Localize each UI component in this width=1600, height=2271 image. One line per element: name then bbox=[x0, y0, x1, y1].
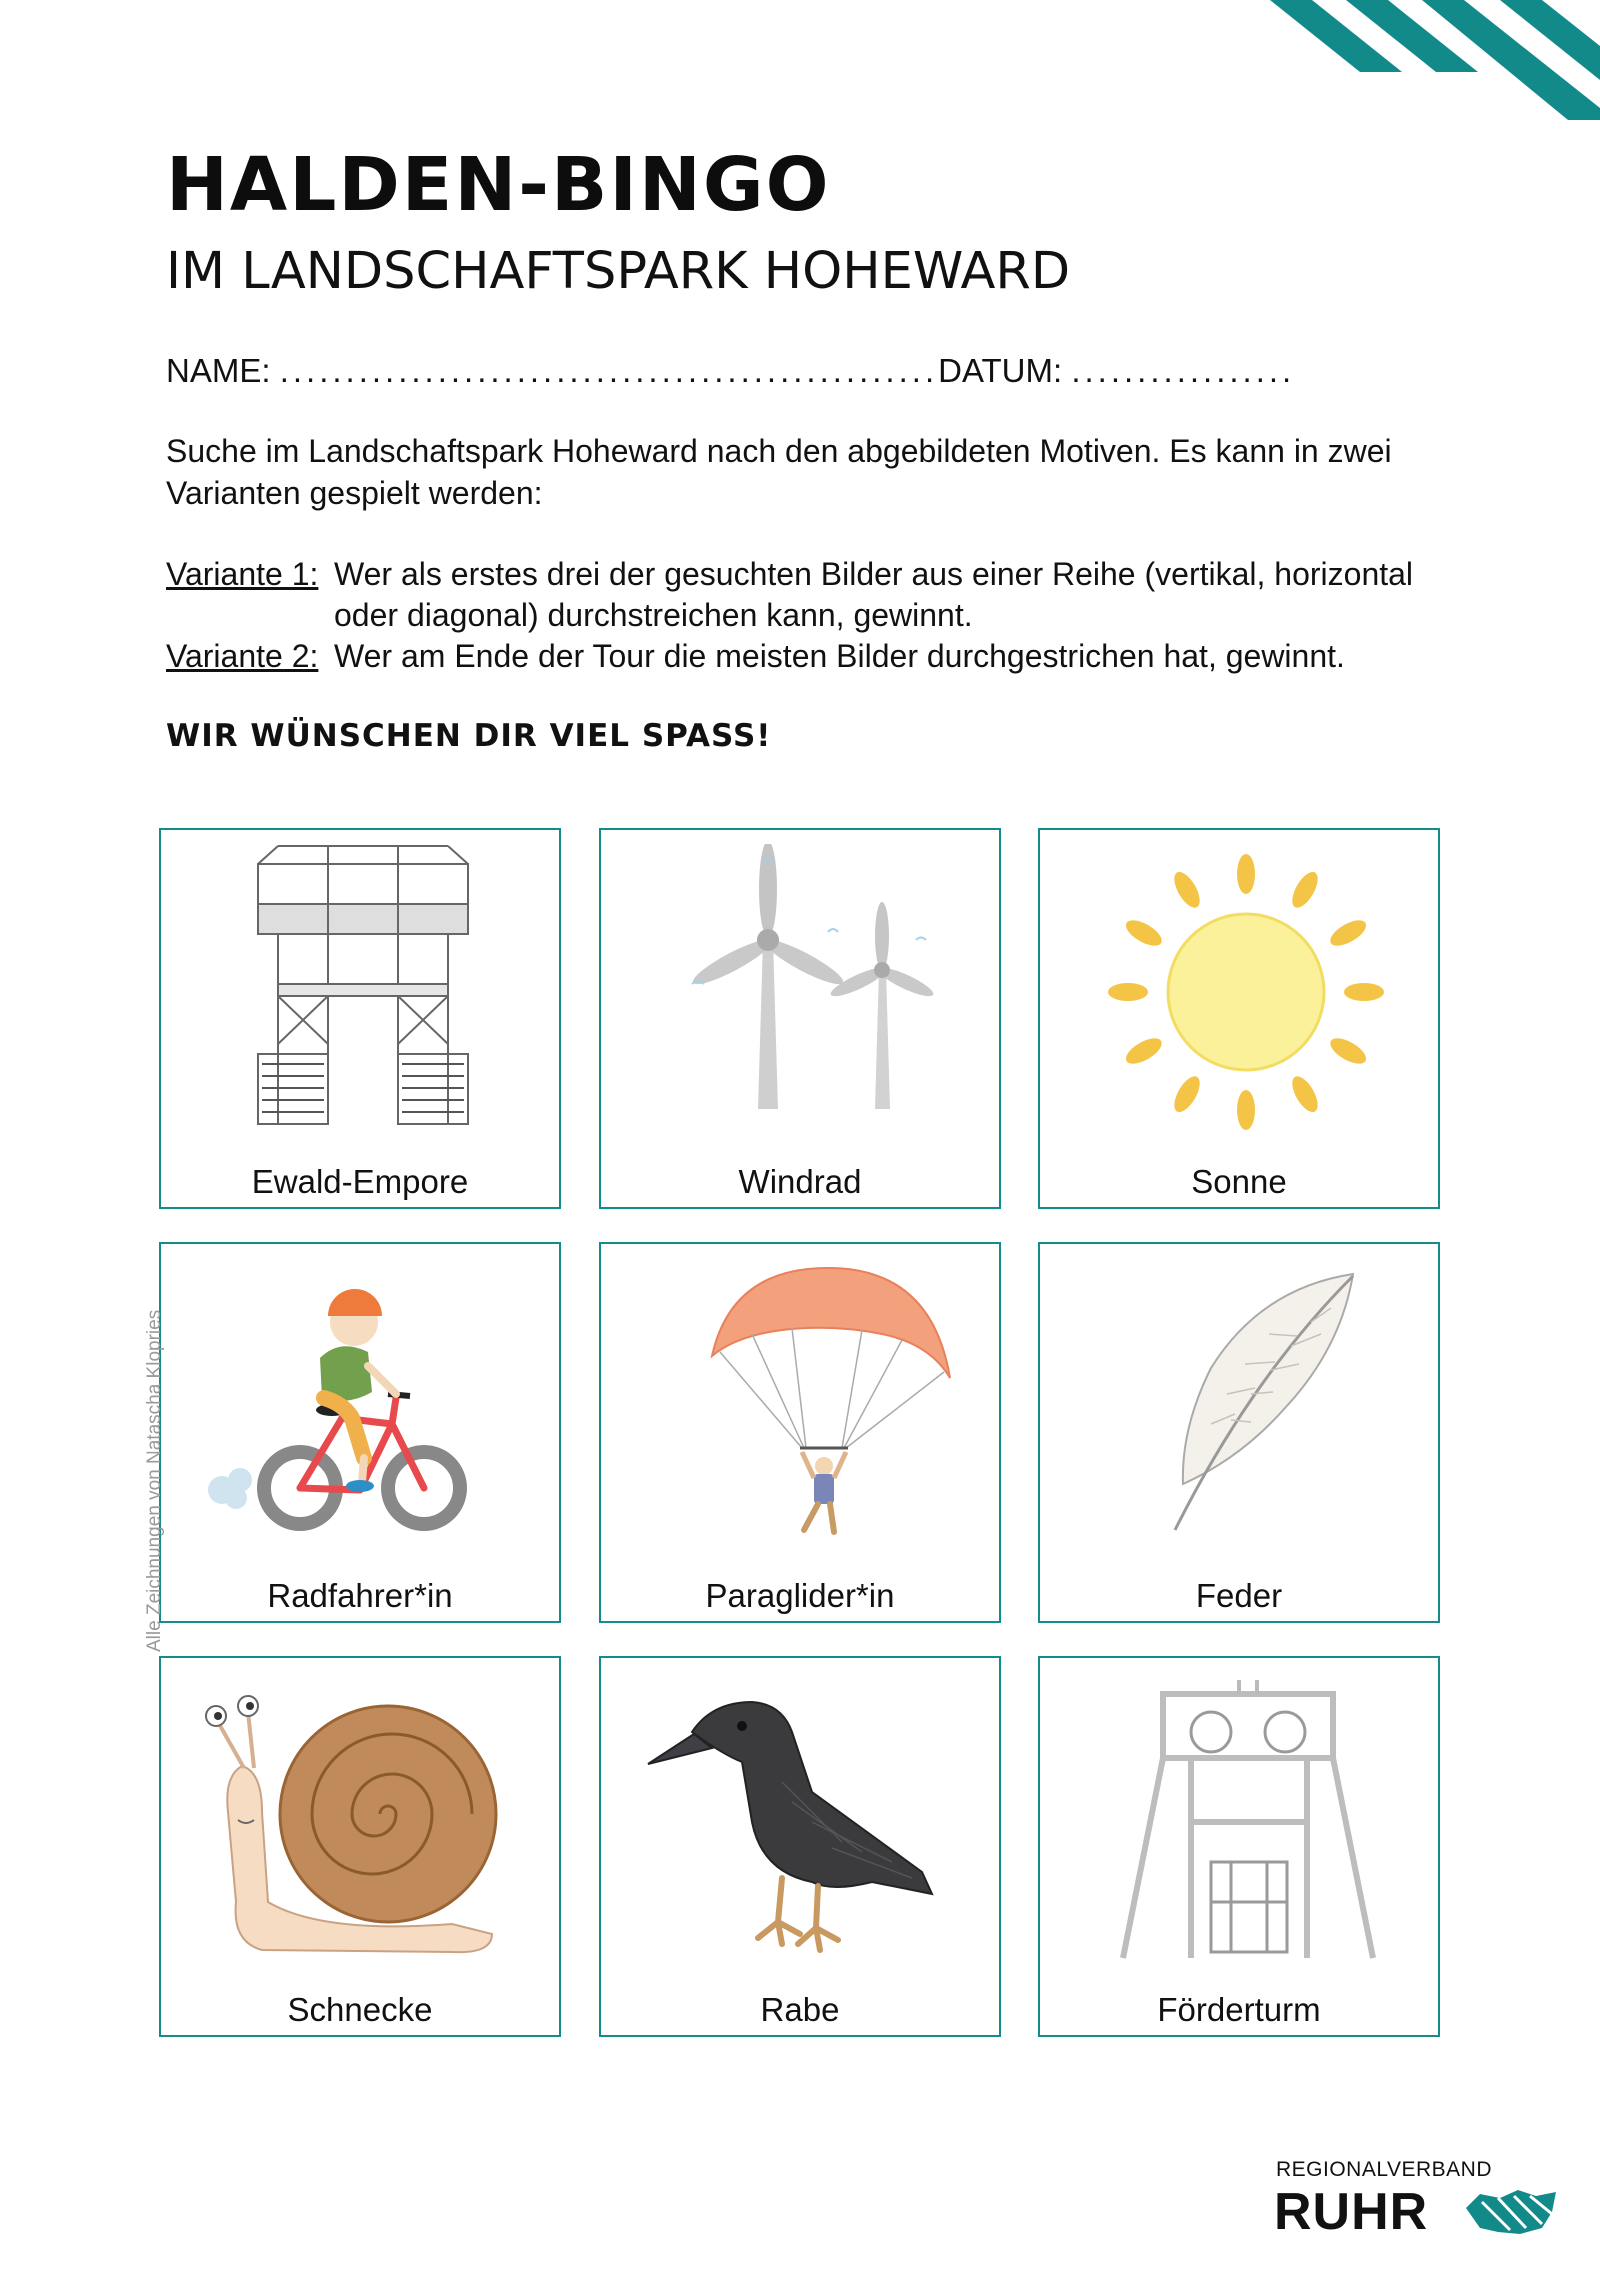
observation-platform-drawing-icon bbox=[192, 844, 532, 1139]
bingo-card-label: Förderturm bbox=[1157, 1991, 1321, 2028]
variant-1-text: Wer als erstes drei der gesuchten Bilder aus einer Reihe (vertikal, horizontal oder diagonal) durchstreichen kann, gewinnt. bbox=[334, 556, 1414, 633]
bingo-card-label: Radfahrer*in bbox=[267, 1577, 453, 1614]
rvr-logo[interactable] bbox=[1274, 2158, 1564, 2248]
corner-stripes-decoration bbox=[1270, 0, 1600, 120]
bingo-card-label: Schnecke bbox=[287, 1991, 433, 2028]
name-date-line bbox=[166, 352, 1436, 390]
raven-drawing-icon bbox=[632, 1672, 972, 1967]
wind-turbine-drawing-icon bbox=[632, 844, 972, 1139]
bingo-card-paraglider[interactable] bbox=[599, 1242, 1001, 1623]
name-field[interactable]: .................................................. bbox=[279, 352, 939, 389]
snail-drawing-icon bbox=[192, 1672, 532, 1967]
ruhr-region-logo-icon bbox=[1460, 2188, 1560, 2238]
bingo-card-radfahrer[interactable] bbox=[159, 1242, 561, 1623]
motto: WIR WÜNSCHEN DIR VIEL SPASS! bbox=[166, 718, 772, 754]
variants-list bbox=[166, 554, 1456, 677]
feather-drawing-icon bbox=[1071, 1258, 1411, 1553]
logo-main-text: RUHR bbox=[1274, 2183, 1429, 2241]
variant-1-label: Variante 1: bbox=[166, 556, 319, 592]
bingo-card-rabe[interactable] bbox=[599, 1656, 1001, 2037]
headframe-drawing-icon bbox=[1071, 1672, 1411, 1967]
paraglider-drawing-icon bbox=[632, 1258, 972, 1553]
date-label: DATUM: bbox=[938, 352, 1063, 389]
bingo-card-label: Rabe bbox=[760, 1991, 840, 2028]
variant-1 bbox=[166, 554, 1456, 636]
bingo-card-windrad[interactable] bbox=[599, 828, 1001, 1209]
cyclist-drawing-icon bbox=[192, 1258, 532, 1553]
bingo-card-foerderturm[interactable] bbox=[1038, 1656, 1440, 2037]
page-title: HALDEN-BINGO bbox=[166, 142, 831, 228]
bingo-card-schnecke[interactable] bbox=[159, 1656, 561, 2037]
bingo-grid bbox=[159, 828, 1440, 2041]
logo-top-text: REGIONALVERBAND bbox=[1276, 2158, 1492, 2181]
bingo-card-feder[interactable] bbox=[1038, 1242, 1440, 1623]
bingo-card-label: Feder bbox=[1195, 1577, 1283, 1614]
bingo-card-label: Sonne bbox=[1191, 1163, 1287, 1200]
variant-2-label: Variante 2: bbox=[166, 638, 319, 674]
bingo-card-label: Windrad bbox=[738, 1163, 862, 1200]
bingo-card-sonne[interactable] bbox=[1038, 828, 1440, 1209]
page-subtitle: IM LANDSCHAFTSPARK HOHEWARD bbox=[166, 242, 1071, 301]
bingo-card-ewald-empore[interactable] bbox=[159, 828, 561, 1209]
bingo-card-label: Paraglider*in bbox=[705, 1577, 895, 1614]
name-label: NAME: bbox=[166, 352, 271, 389]
date-field[interactable]: ................. bbox=[1071, 352, 1296, 389]
bingo-card-label: Ewald-Empore bbox=[251, 1163, 469, 1200]
variant-2 bbox=[166, 636, 1456, 677]
illustration-credit: Alle Zeichnungen von Natascha Klopries bbox=[144, 1309, 165, 1652]
intro-text: Suche im Landschaftspark Hoheward nach den abgebildeten Motiven. Es kann in zwei Varianten gespielt werden: bbox=[166, 433, 1392, 511]
variant-2-text: Wer am Ende der Tour die meisten Bilder durchgestrichen hat, gewinnt. bbox=[334, 638, 1345, 674]
sun-drawing-icon bbox=[1071, 844, 1411, 1139]
